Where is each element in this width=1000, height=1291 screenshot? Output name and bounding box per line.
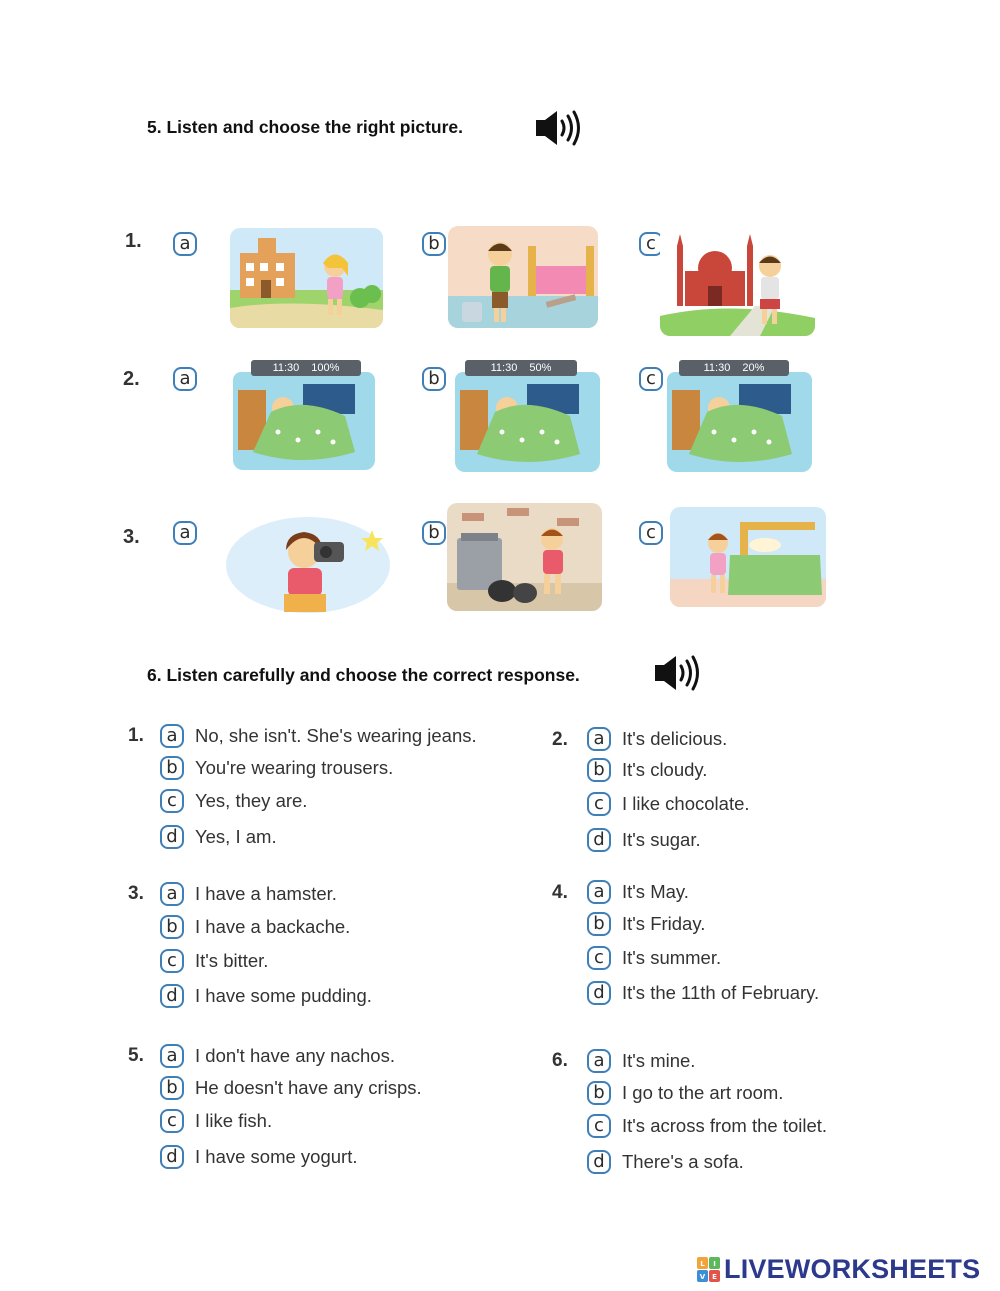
question-number: 2. bbox=[552, 729, 568, 750]
picture-boy-bed[interactable] bbox=[448, 226, 598, 328]
option-text: It's bitter. bbox=[195, 950, 269, 971]
question-number: 5. bbox=[128, 1045, 144, 1066]
answer-option[interactable] bbox=[587, 910, 705, 938]
option-circle[interactable]: c bbox=[587, 1114, 611, 1138]
option-text: It's across from the toilet. bbox=[622, 1115, 828, 1136]
phone-status-bar bbox=[679, 360, 789, 376]
option-text: I have some pudding. bbox=[195, 985, 372, 1006]
option-circle[interactable]: b bbox=[587, 912, 611, 936]
option-circle[interactable]: b bbox=[160, 1076, 184, 1100]
logo-badge-letter: E bbox=[712, 1272, 717, 1281]
option-circle[interactable]: a bbox=[587, 727, 611, 751]
picture-row-number: 1. bbox=[125, 230, 142, 252]
answer-option[interactable] bbox=[587, 1047, 695, 1075]
question-number: 6. bbox=[552, 1050, 568, 1071]
option-text: It's summer. bbox=[622, 947, 722, 968]
battery-level: 20% bbox=[742, 362, 765, 374]
option-circle[interactable]: a bbox=[173, 367, 197, 391]
option-circle[interactable]: a bbox=[587, 880, 611, 904]
answer-option[interactable] bbox=[587, 1112, 827, 1140]
option-circle[interactable]: a bbox=[160, 724, 184, 748]
answer-option[interactable] bbox=[160, 982, 372, 1010]
clock-time: 11:30 bbox=[272, 362, 300, 374]
option-circle[interactable]: a bbox=[160, 882, 184, 906]
option-text: It's delicious. bbox=[622, 728, 728, 749]
option-circle[interactable]: b bbox=[422, 521, 446, 545]
option-text: It's May. bbox=[622, 881, 689, 902]
option-text: You're wearing trousers. bbox=[195, 757, 394, 778]
option-text: Yes, they are. bbox=[195, 790, 308, 811]
option-circle[interactable]: c bbox=[160, 949, 184, 973]
liveworksheets-logo bbox=[697, 1254, 980, 1285]
option-circle[interactable]: b bbox=[587, 758, 611, 782]
answer-option[interactable] bbox=[587, 1148, 744, 1176]
picture-row-number: 2. bbox=[123, 368, 140, 390]
phone-status-bar bbox=[465, 360, 577, 376]
option-circle[interactable]: c bbox=[587, 792, 611, 816]
option-circle[interactable]: c bbox=[160, 1109, 184, 1133]
speaker-icon[interactable] bbox=[654, 654, 702, 697]
answer-option[interactable] bbox=[587, 979, 819, 1007]
answer-option[interactable] bbox=[160, 1074, 422, 1102]
question-number: 1. bbox=[128, 725, 144, 746]
answer-option[interactable] bbox=[587, 826, 701, 854]
option-circle[interactable]: c bbox=[639, 521, 663, 545]
option-circle[interactable]: d bbox=[160, 984, 184, 1008]
answer-option[interactable] bbox=[587, 756, 707, 784]
option-text: I don't have any nachos. bbox=[195, 1045, 395, 1066]
picture-boy-in-bed[interactable] bbox=[667, 360, 812, 472]
option-text: I go to the art room. bbox=[622, 1082, 784, 1103]
answer-option[interactable] bbox=[160, 1107, 272, 1135]
picture-girl-school[interactable] bbox=[230, 228, 383, 328]
option-circle[interactable]: d bbox=[587, 828, 611, 852]
answer-option[interactable] bbox=[160, 1143, 357, 1171]
picture-girl-rubbish[interactable] bbox=[447, 503, 602, 611]
answer-option[interactable] bbox=[160, 1042, 395, 1070]
phone-status-bar bbox=[251, 360, 361, 376]
option-text: Yes, I am. bbox=[195, 826, 277, 847]
option-circle[interactable]: b bbox=[422, 367, 446, 391]
option-circle[interactable]: d bbox=[160, 1145, 184, 1169]
brand-name: LIVEWORKSHEETS bbox=[724, 1254, 981, 1284]
option-circle[interactable]: c bbox=[639, 232, 663, 256]
section-5-title: 5. Listen and choose the right picture. bbox=[147, 117, 464, 137]
answer-option[interactable] bbox=[160, 880, 337, 908]
speaker-icon[interactable] bbox=[535, 109, 583, 152]
answer-option[interactable] bbox=[587, 944, 721, 972]
option-text: I have some yogurt. bbox=[195, 1146, 358, 1167]
option-circle[interactable]: d bbox=[587, 981, 611, 1005]
option-text: It's the 11th of February. bbox=[622, 982, 820, 1003]
option-circle[interactable]: b bbox=[160, 756, 184, 780]
option-circle[interactable]: b bbox=[587, 1081, 611, 1105]
option-circle[interactable]: a bbox=[173, 521, 197, 545]
question-number: 3. bbox=[128, 883, 144, 904]
logo-badge-letter: I bbox=[713, 1259, 716, 1268]
answer-option[interactable] bbox=[587, 790, 750, 818]
picture-girl-bed[interactable] bbox=[670, 507, 826, 607]
logo-badge-letter: V bbox=[699, 1272, 706, 1281]
option-text: It's cloudy. bbox=[622, 759, 708, 780]
answer-option[interactable] bbox=[587, 725, 727, 753]
picture-boy-in-bed[interactable] bbox=[233, 360, 375, 470]
answer-option[interactable] bbox=[587, 1079, 783, 1107]
question-number: 4. bbox=[552, 882, 568, 903]
option-circle[interactable]: d bbox=[160, 825, 184, 849]
option-circle[interactable]: c bbox=[160, 789, 184, 813]
option-circle[interactable]: a bbox=[160, 1044, 184, 1068]
option-text: I like fish. bbox=[195, 1110, 273, 1131]
option-text: He doesn't have any crisps. bbox=[195, 1077, 422, 1098]
section-6-title: 6. Listen carefully and choose the correct response. bbox=[147, 665, 580, 685]
option-text: I have a hamster. bbox=[195, 883, 337, 904]
option-text: It's Friday. bbox=[622, 913, 706, 934]
picture-boy-mosque[interactable] bbox=[660, 226, 815, 336]
clock-time: 11:30 bbox=[490, 362, 518, 374]
battery-level: 100% bbox=[311, 362, 340, 374]
answer-option[interactable] bbox=[160, 947, 268, 975]
option-text: It's sugar. bbox=[622, 829, 701, 850]
option-text: There's a sofa. bbox=[622, 1151, 744, 1172]
option-circle[interactable]: c bbox=[639, 367, 663, 391]
option-circle[interactable]: c bbox=[587, 946, 611, 970]
picture-row-number: 3. bbox=[123, 526, 140, 548]
option-text: I like chocolate. bbox=[622, 793, 750, 814]
option-text: It's mine. bbox=[622, 1050, 696, 1071]
option-circle[interactable]: a bbox=[173, 232, 197, 256]
option-circle[interactable]: a bbox=[587, 1049, 611, 1073]
clock-time: 11:30 bbox=[703, 362, 731, 374]
option-circle[interactable]: b bbox=[422, 232, 446, 256]
answer-option[interactable] bbox=[160, 823, 277, 851]
option-circle[interactable]: b bbox=[160, 915, 184, 939]
answer-option[interactable] bbox=[160, 722, 477, 750]
logo-badge-letter: L bbox=[700, 1259, 705, 1268]
option-text: I have a backache. bbox=[195, 916, 351, 937]
option-text: No, she isn't. She's wearing jeans. bbox=[195, 725, 477, 746]
picture-boy-in-bed[interactable] bbox=[455, 360, 600, 472]
battery-level: 50% bbox=[529, 362, 552, 374]
option-circle[interactable]: d bbox=[587, 1150, 611, 1174]
answer-option[interactable] bbox=[160, 913, 350, 941]
logo-mark-icon bbox=[697, 1257, 721, 1283]
picture-girl-camera[interactable] bbox=[226, 510, 391, 615]
answer-option[interactable] bbox=[160, 754, 393, 782]
answer-option[interactable] bbox=[160, 787, 307, 815]
answer-option[interactable] bbox=[587, 878, 689, 906]
